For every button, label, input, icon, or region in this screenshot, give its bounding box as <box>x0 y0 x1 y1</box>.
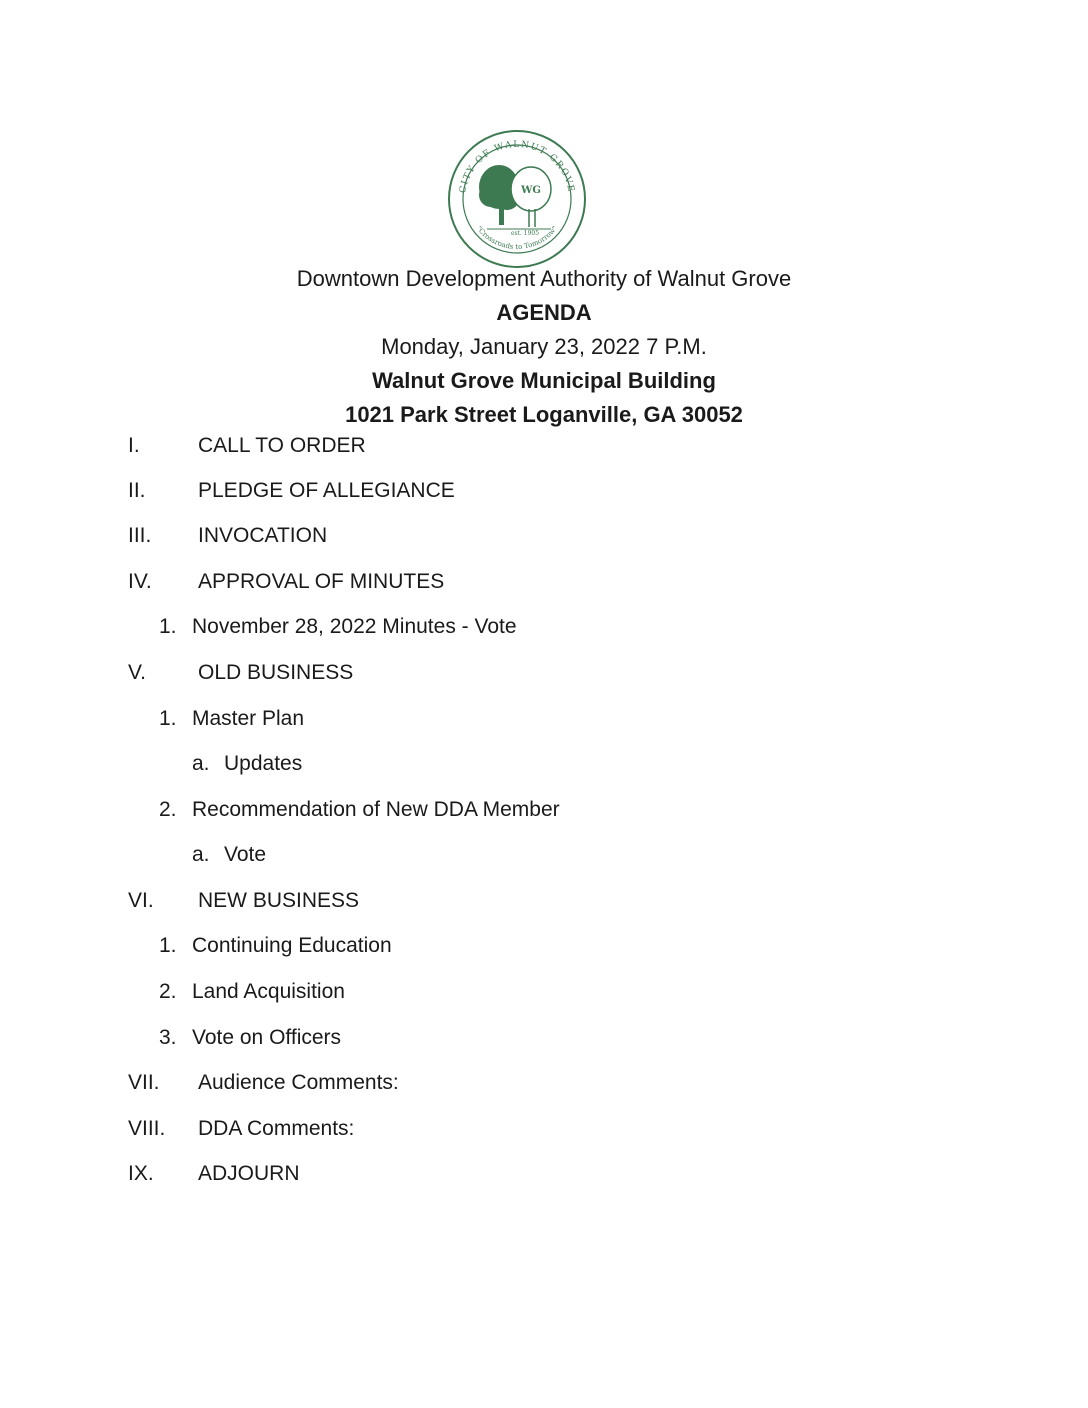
seal-monogram: WG <box>521 185 541 196</box>
sub-sub-item-letter: a. <box>192 843 210 866</box>
sub-sub-item-label: Updates <box>224 752 303 775</box>
sub-item-number: 1. <box>159 615 177 638</box>
item-numeral: III. <box>128 524 152 547</box>
sub-item-number: 2. <box>159 798 177 821</box>
item-numeral: IV. <box>128 570 152 593</box>
sub-item-label: Land Acquisition <box>192 980 345 1003</box>
item-label: PLEDGE OF ALLEGIANCE <box>198 479 455 502</box>
item-label: ADJOURN <box>198 1162 300 1185</box>
sub-item-label: November 28, 2022 Minutes - Vote <box>192 615 517 638</box>
item-label: DDA Comments: <box>198 1117 355 1140</box>
seal-motto: "Crossroads to Tomorrow" <box>474 224 560 252</box>
meeting-address: 1021 Park Street Loganville, GA 30052 <box>345 402 743 427</box>
item-label: CALL TO ORDER <box>198 434 366 457</box>
sub-item-number: 1. <box>159 934 177 957</box>
sub-item-label: Master Plan <box>192 707 305 730</box>
item-label: OLD BUSINESS <box>198 661 354 684</box>
outline-tree-icon <box>511 167 551 227</box>
agenda-header <box>0 262 1088 432</box>
meeting-datetime: Monday, January 23, 2022 7 P.M. <box>381 334 707 359</box>
sub-item-number: 2. <box>159 980 177 1003</box>
item-label: APPROVAL OF MINUTES <box>198 570 445 593</box>
item-label: Audience Comments: <box>198 1071 399 1094</box>
sub-item-number: 1. <box>159 707 177 730</box>
sub-item-label: Recommendation of New DDA Member <box>192 798 560 821</box>
item-label: NEW BUSINESS <box>198 889 360 912</box>
sub-item-label: Continuing Education <box>192 934 392 957</box>
seal-established: est. 1905 <box>510 230 540 237</box>
seal-ring-text: CITY OF WALNUT GROVE <box>458 139 576 194</box>
item-numeral: V. <box>128 661 146 684</box>
sub-sub-item-letter: a. <box>192 752 210 775</box>
meeting-venue: Walnut Grove Municipal Building <box>372 368 716 393</box>
sub-item-number: 3. <box>159 1026 177 1049</box>
item-numeral: VI. <box>128 889 154 912</box>
item-numeral: IX. <box>128 1162 154 1185</box>
item-numeral: I. <box>128 434 140 457</box>
sub-item-label: Vote on Officers <box>192 1026 342 1049</box>
item-numeral: II. <box>128 479 146 502</box>
city-seal-logo <box>447 129 587 269</box>
item-numeral: VII. <box>128 1071 160 1094</box>
item-numeral: VIII. <box>128 1117 166 1140</box>
item-label: INVOCATION <box>198 524 328 547</box>
organization-name: Downtown Development Authority of Walnut Grove <box>296 266 792 291</box>
sub-sub-item-label: Vote <box>224 843 267 866</box>
document-title: AGENDA <box>496 300 592 325</box>
